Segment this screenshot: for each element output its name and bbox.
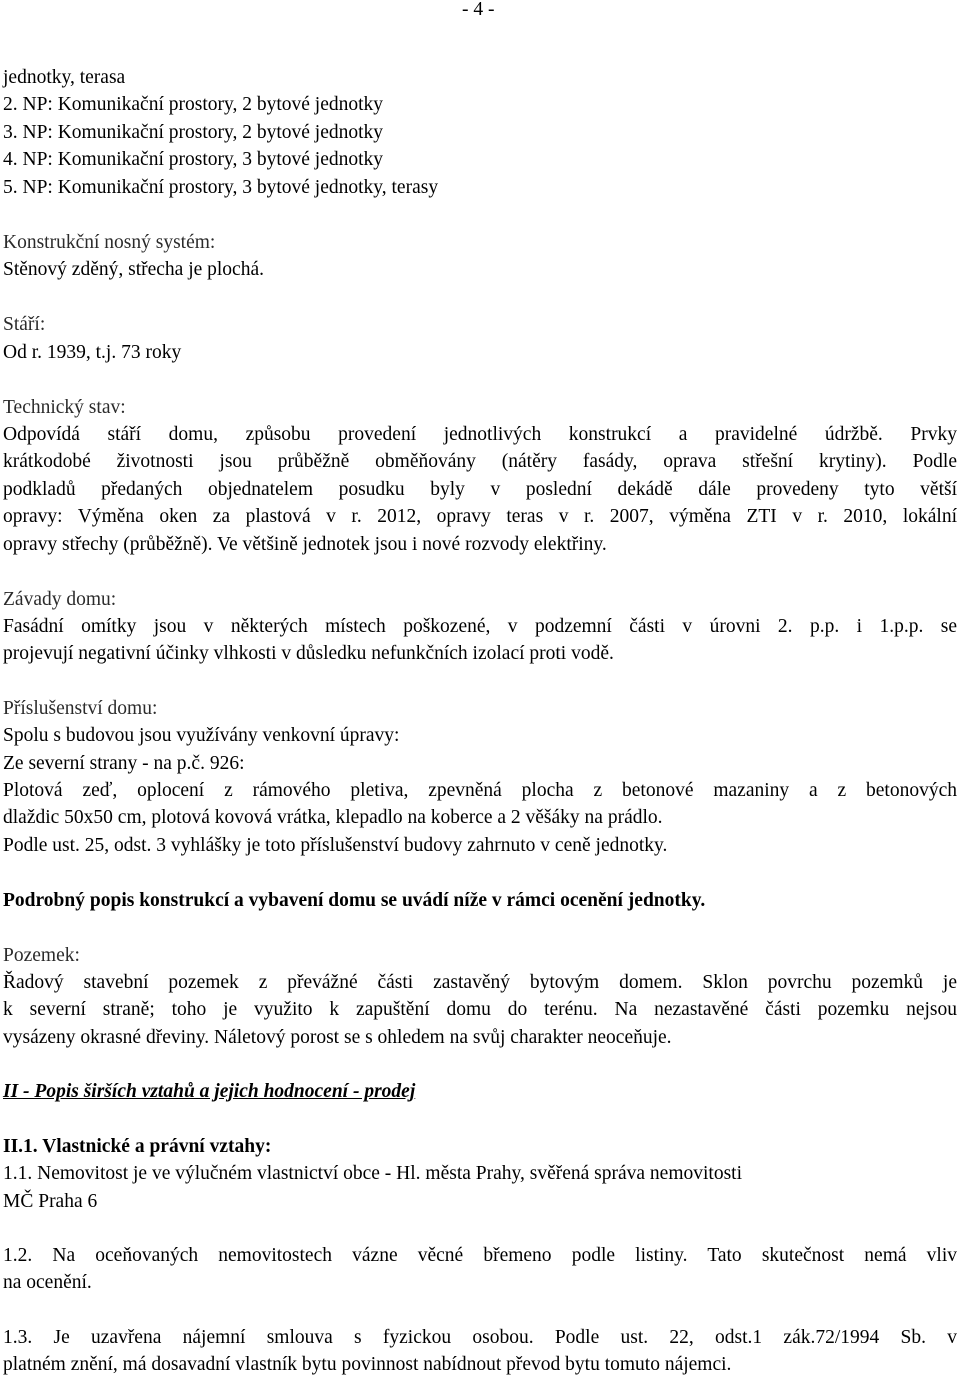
prislusenstvi-line: Ze severní strany - na p.č. 926: (3, 753, 245, 774)
technicky-stav-line: opravy střechy (průběžně). Ve většině jednotek jsou i nové rozvody elektřiny. (3, 534, 607, 555)
item-1-2-line: 1.2. Na oceňovaných nemovitostech vázne věcné břemeno podle listiny. Tato skutečnost nemá vliv (3, 1245, 957, 1266)
pozemek-heading: Pozemek: (3, 945, 80, 966)
zavady-heading: Závady domu: (3, 589, 117, 610)
prislusenstvi-line: Podle ust. 25, odst. 3 vyhlášky je toto příslušenství budovy zahrnuto v ceně jednotky. (3, 835, 668, 856)
zavady-line: Fasádní omítky jsou v některých místech poškozené, v podzemní části v úrovni 2. p.p. i 1.p.p. se (3, 616, 957, 637)
item-1-1-line: 1.1. Nemovitost je ve výlučném vlastnictví obce - Hl. města Prahy, svěřená správa nemovitosti (3, 1163, 743, 1184)
page-number: - 4 - (462, 0, 495, 20)
intro-line: jednotky, terasa (3, 67, 126, 88)
prislusenstvi-line: Spolu s budovou jsou využívány venkovní úpravy: (3, 725, 400, 746)
technicky-stav-line: krátkodobé životnosti jsou průběžně obměňovány (nátěry fasády, oprava střešní krytiny). Podle (3, 451, 957, 472)
technicky-stav-line: podkladů předaných objednatelem posudku byly v poslední dekádě dále provedeny tyto větší (3, 479, 957, 500)
prislusenstvi-line: dlaždic 50x50 cm, plotová kovová vrátka, klepadlo na koberce a 2 věšáky na prádlo. (3, 807, 663, 828)
pozemek-line: k severní straně; toho je využito k zapuštění domu do terénu. Na nezastavěné části pozemku nejsou (3, 999, 957, 1020)
stari-heading: Stáří: (3, 314, 46, 335)
intro-line: 3. NP: Komunikační prostory, 2 bytové jednotky (3, 122, 384, 143)
konstrukce-heading: Konstrukční nosný systém: (3, 232, 216, 253)
item-1-1-line: MČ Praha 6 (3, 1191, 98, 1212)
zavady-line: projevují negativní účinky vlhkosti v důsledku nefunkčních izolací proti vodě. (3, 643, 614, 664)
intro-line: 2. NP: Komunikační prostory, 2 bytové jednotky (3, 94, 384, 115)
prislusenstvi-line: Plotová zeď, oplocení z rámového pletiva, zpevněná plocha z betonové mazaniny a z betonových (3, 780, 957, 801)
bold-note: Podrobný popis konstrukcí a vybavení domu se uvádí níže v rámci ocenění jednotky. (3, 890, 706, 911)
pozemek-line: Řadový stavební pozemek z převážné části zastavěný bytovým domem. Sklon povrchu pozemků je (3, 972, 957, 993)
intro-line: 4. NP: Komunikační prostory, 3 bytové jednotky (3, 149, 384, 170)
item-1-3-line: 1.3. Je uzavřena nájemní smlouva s fyzickou osobou. Podle ust. 22, odst.1 zák.72/1994 Sb. v (3, 1327, 957, 1348)
technicky-stav-line: opravy: Výměna oken za plastová v r. 2012, opravy teras v r. 2007, výměna ZTI v r. 2010, lokální (3, 506, 957, 527)
konstrukce-text: Stěnový zděný, střecha je plochá. (3, 259, 264, 280)
stari-text: Od r. 1939, t.j. 73 roky (3, 342, 182, 363)
technicky-stav-heading: Technický stav: (3, 397, 126, 418)
section-ii-heading: II - Popis širších vztahů a jejich hodnocení - prodej (3, 1081, 416, 1102)
intro-line: 5. NP: Komunikační prostory, 3 bytové jednotky, terasy (3, 177, 439, 198)
prislusenstvi-heading: Příslušenství domu: (3, 698, 158, 719)
item-1-3-line: platném znění, má dosavadní vlastník bytu povinnost nabídnout převod bytu tomuto nájemci. (3, 1354, 732, 1375)
pozemek-line: vysázeny okrasné dřeviny. Náletový porost se s ohledem na svůj charakter neoceňuje. (3, 1027, 672, 1048)
item-1-2-line: na ocenění. (3, 1272, 92, 1293)
section-ii-subheading: II.1. Vlastnické a právní vztahy: (3, 1136, 272, 1157)
technicky-stav-line: Odpovídá stáří domu, způsobu provedení jednotlivých konstrukcí a pravidelné údržbě. Prvky (3, 424, 957, 445)
